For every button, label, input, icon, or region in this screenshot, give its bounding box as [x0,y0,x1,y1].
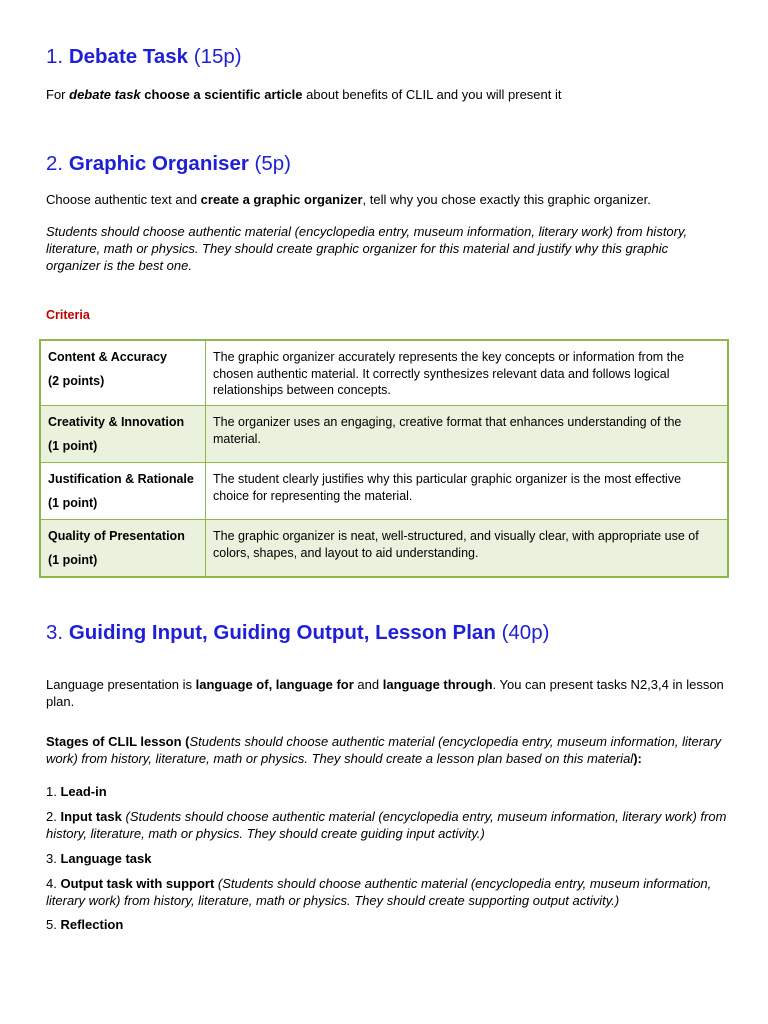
language-presentation-text: Language presentation is language of, language for and language through. You can present tasks N2,3,4 in lesson plan. [46,677,724,709]
table-row [40,340,728,406]
criterion-name-cell: Quality of Presentation (1 point) [40,520,206,578]
table-row [40,520,728,578]
section-2-text: Choose authentic text and create a graphic organizer, tell why you chose exactly this graphic organizer. [46,192,651,207]
table-row [40,463,728,520]
list-item: 2. Input task (Students should choose authentic material (encyclopedia entry, museum information, literary work) from history, literature, math or physics. They should create guiding input activity.) [46,809,727,841]
criterion-name-cell: Content & Accuracy (2 points) [40,340,206,406]
stages-text: Stages of CLIL lesson (Students should choose authentic material (encyclopedia entry, museum information, literary work) from history, literature, math or physics. They should create a lesson plan based on this material): [46,734,722,766]
criteria-label: Criteria [46,308,90,322]
criterion-name-cell: Creativity & Innovation (1 point) [40,406,206,463]
criterion-name-cell: Justification & Rationale (1 point) [40,463,206,520]
criteria-table [39,339,729,578]
section-1-text: For debate task choose a scientific article about benefits of CLIL and you will present it [46,87,562,102]
list-item: 3. Language task [46,851,152,866]
criterion-description-cell: The graphic organizer is neat, well-structured, and visually clear, with appropriate use of colors, shapes, and layout to aid understanding. [206,520,729,578]
list-item: 4. Output task with support (Students should choose authentic material (encyclopedia entry, museum information, literary work) from history, literature, math or physics. They should create supporting output activity.) [46,876,712,908]
section-2-italic-note: Students should choose authentic material (encyclopedia entry, museum information, literary work) from history, literature, math or physics. They should create graphic organizer for this material and justify why this graphic organizer is the best one. [46,224,688,273]
criterion-description-cell: The organizer uses an engaging, creative format that enhances understanding of the material. [206,406,729,463]
criterion-description-cell: The graphic organizer accurately represents the key concepts or information from the chosen authentic material. It correctly synthesizes relevant data and follows logical relationships between concepts. [206,340,729,406]
list-item: 5. Reflection [46,917,124,932]
list-item: 1. Lead-in [46,784,107,799]
table-row [40,406,728,463]
section-3-heading: 3. Guiding Input, Guiding Output, Lesson Plan (40p) [46,621,550,644]
criterion-description-cell: The student clearly justifies why this particular graphic organizer is the most effective choice for representing the material. [206,463,729,520]
section-2-heading: 2. Graphic Organiser (5p) [46,152,291,175]
section-1-heading: 1. Debate Task (15p) [46,45,242,68]
